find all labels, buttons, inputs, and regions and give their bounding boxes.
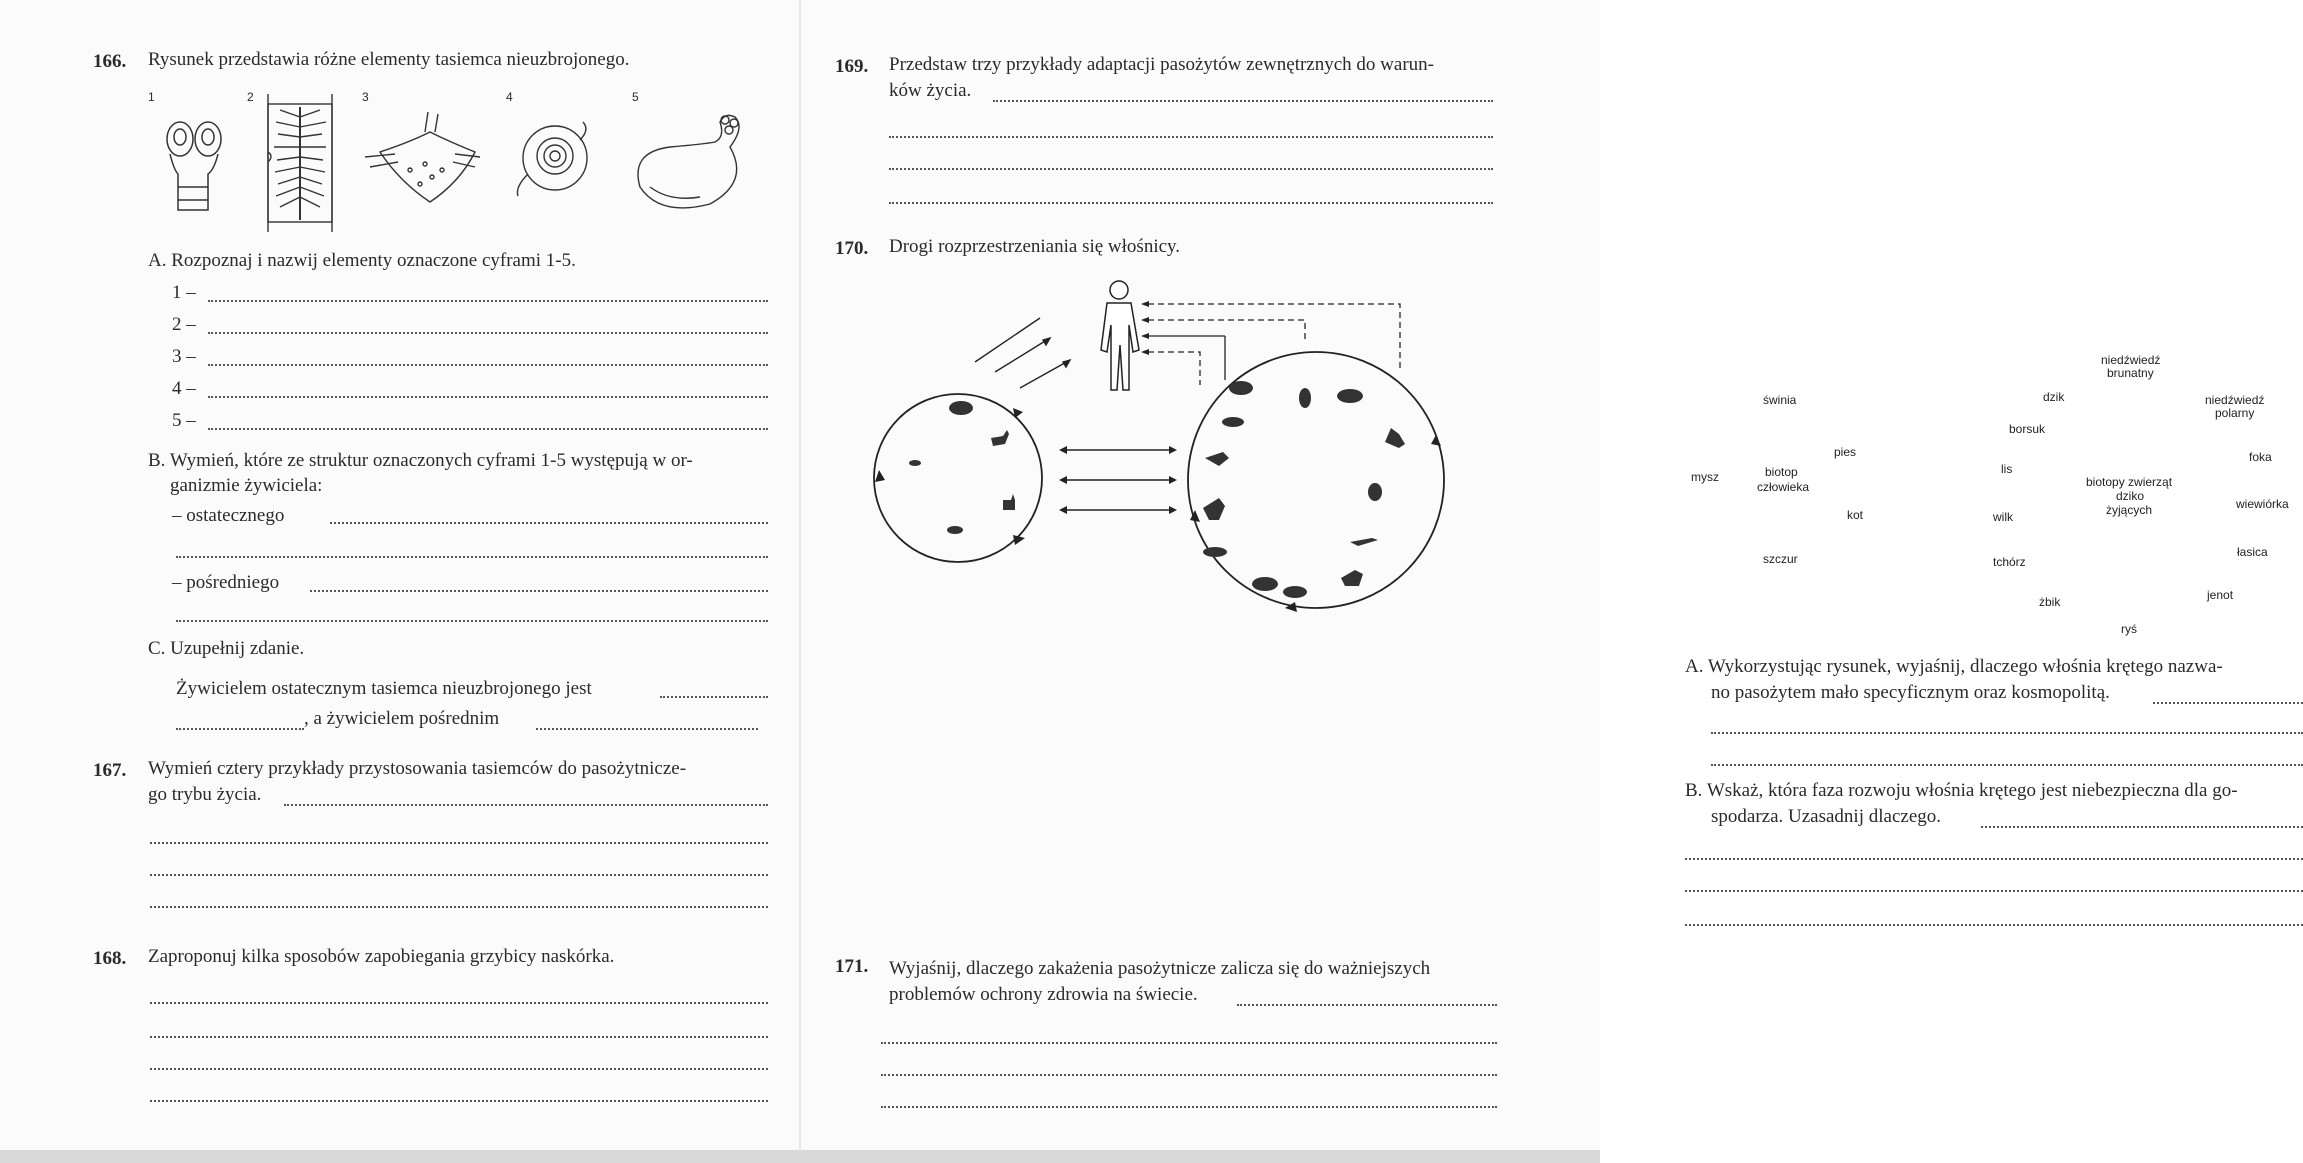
answer-line[interactable]	[2153, 702, 2303, 704]
part-c-blank-3[interactable]	[536, 728, 758, 730]
wild-to-human-arrows	[1148, 304, 1400, 385]
answer-line[interactable]	[881, 1106, 1497, 1108]
question-text: Rysunek przedstawia różne elementy tasiemca nieuzbrojonego.	[148, 49, 630, 70]
part-c-blank-1[interactable]	[660, 696, 768, 698]
label-foka: foka	[2249, 450, 2272, 464]
label-czlowieka: człowieka	[1757, 480, 1810, 494]
label-wilk: wilk	[1993, 510, 2013, 524]
question-number: 166.	[93, 51, 127, 72]
infection-arrows	[975, 318, 1070, 388]
left-page	[0, 0, 800, 1150]
question-text-line2: problemów ochrony zdrowia na świecie.	[889, 984, 1198, 1005]
label-rys: ryś	[2121, 622, 2137, 636]
label-borsuk: borsuk	[2009, 422, 2046, 436]
label-zbik: żbik	[2039, 595, 2061, 609]
part-c-sentence-1: Żywicielem ostatecznym tasiemca nieuzbrojonego jest	[176, 678, 592, 699]
label-brunatny: brunatny	[2107, 366, 2154, 380]
part-b-line1: B. Wskaż, która faza rozwoju włośnia krętego jest niebezpieczna dla go-	[1685, 780, 2238, 801]
question-number: 170.	[835, 238, 869, 259]
label-polarny: polarny	[2215, 406, 2255, 420]
answer-line[interactable]	[150, 1100, 768, 1102]
answer-line[interactable]	[881, 1042, 1497, 1044]
label-dzik: dzik	[2043, 390, 2065, 404]
wild-cycle-circle	[1188, 352, 1444, 608]
answer-line-1[interactable]	[208, 300, 768, 302]
label-kot: kot	[1847, 508, 1864, 522]
answer-line[interactable]	[284, 804, 768, 806]
answer-line-3[interactable]	[208, 364, 768, 366]
question-text-line1: Wyjaśnij, dlaczego zakażenia pasożytnicze zalicza się do ważniejszych	[889, 958, 1431, 979]
figure-label-4: 4	[506, 90, 513, 104]
label-tchorz: tchórz	[1993, 555, 2026, 569]
intermediate-host-label: – pośredniego	[172, 572, 280, 593]
bladder-worm-drawing	[638, 115, 739, 208]
scolex-drawing	[167, 122, 221, 210]
exchange-arrows	[1065, 450, 1171, 510]
answer-line-2[interactable]	[208, 332, 768, 334]
label-niedzwiedz-1: niedźwiedź	[2101, 353, 2161, 367]
answer-line[interactable]	[1685, 924, 2303, 926]
answer-line[interactable]	[150, 1002, 768, 1004]
answer-line[interactable]	[150, 874, 768, 876]
label-zyjacych: żyjących	[2106, 503, 2153, 517]
answer-line[interactable]	[889, 136, 1493, 138]
answer-label-4: 4 –	[172, 378, 196, 399]
intermediate-host-line-2[interactable]	[176, 620, 768, 622]
label-wiewiorka: wiewiórka	[2236, 497, 2289, 511]
label-jenot: jenot	[2207, 588, 2234, 602]
label-swinia: świnia	[1763, 393, 1797, 407]
trichinella-diagram	[865, 270, 1505, 640]
proglottid-drawing	[268, 94, 332, 232]
part-c-instruction: C. Uzupełnij zdanie.	[148, 638, 305, 659]
part-b-line2: spodarza. Uzasadnij dlaczego.	[1711, 806, 1942, 827]
label-biotopy-zwierzat: biotopy zwierząt	[2086, 475, 2173, 489]
question-number: 171.	[835, 956, 869, 977]
label-mysz: mysz	[1691, 470, 1719, 484]
human-figure-icon	[1101, 281, 1139, 390]
question-text: Drogi rozprzestrzeniania się włośnicy.	[889, 236, 1181, 257]
intermediate-host-line[interactable]	[310, 590, 768, 592]
answer-line[interactable]	[150, 906, 768, 908]
answer-line[interactable]	[150, 842, 768, 844]
answer-line[interactable]	[889, 202, 1493, 204]
question-text-line2: go trybu życia.	[148, 784, 262, 805]
answer-line[interactable]	[1685, 890, 2303, 892]
part-b-instruction-line2: ganizmie żywiciela:	[170, 475, 323, 496]
right-page	[801, 0, 2289, 1150]
part-c-sentence-2: , a żywicielem pośrednim	[304, 708, 500, 729]
animal-icons	[909, 381, 1405, 598]
label-dziko: dziko	[2116, 489, 2145, 503]
answer-line[interactable]	[1685, 858, 2303, 860]
label-biotop: biotop	[1765, 465, 1798, 479]
answer-line[interactable]	[150, 1068, 768, 1070]
question-number: 169.	[835, 56, 869, 77]
figure-label-3: 3	[362, 90, 369, 104]
definitive-host-line-2[interactable]	[176, 556, 768, 558]
answer-line[interactable]	[1981, 826, 2303, 828]
figure-label-5: 5	[632, 90, 639, 104]
cysticercus-drawing	[517, 122, 587, 196]
label-niedzwiedz-2: niedźwiedź	[2205, 393, 2265, 407]
question-text: Zaproponuj kilka sposobów zapobiegania grzybicy naskórka.	[148, 946, 615, 967]
answer-line-5[interactable]	[208, 428, 768, 430]
part-c-blank-2[interactable]	[176, 728, 304, 730]
answer-line[interactable]	[1711, 764, 2303, 766]
answer-line[interactable]	[889, 168, 1493, 170]
answer-line[interactable]	[881, 1074, 1497, 1076]
answer-label-1: 1 –	[172, 282, 196, 303]
question-number: 167.	[93, 760, 127, 781]
label-szczur: szczur	[1763, 552, 1798, 566]
tapeworm-figure	[150, 92, 770, 242]
answer-line[interactable]	[993, 100, 1493, 102]
label-pies: pies	[1834, 445, 1857, 459]
answer-line[interactable]	[150, 1036, 768, 1038]
definitive-host-label: – ostatecznego	[172, 505, 285, 526]
question-text-line1: Przedstaw trzy przykłady adaptacji pasożytów zewnętrznych do warun-	[889, 54, 1434, 75]
answer-line[interactable]	[1237, 1004, 1497, 1006]
part-b-instruction-line1: B. Wymień, które ze struktur oznaczonych cyframi 1-5 występują w or-	[148, 450, 693, 471]
answer-label-2: 2 –	[172, 314, 196, 335]
question-number: 168.	[93, 948, 127, 969]
part-a-instruction: A. Rozpoznaj i nazwij elementy oznaczone cyframi 1-5.	[148, 250, 576, 271]
question-text-line1: Wymień cztery przykłady przystosowania tasiemców do pasożytnicze-	[148, 758, 687, 779]
answer-label-5: 5 –	[172, 410, 196, 431]
oncosphere-drawing	[365, 112, 480, 202]
question-text-line2: ków życia.	[889, 80, 972, 101]
figure-label-1: 1	[148, 90, 155, 104]
part-a-line1: A. Wykorzystując rysunek, wyjaśnij, dlaczego włośnia krętego nazwa-	[1685, 656, 2223, 677]
definitive-host-line[interactable]	[330, 522, 768, 524]
label-lasica: łasica	[2237, 545, 2268, 559]
label-lis: lis	[2001, 462, 2013, 476]
answer-line-4[interactable]	[208, 396, 768, 398]
part-a-line2: no pasożytem mało specyficznym oraz kosmopolitą.	[1711, 682, 2110, 703]
answer-label-3: 3 –	[172, 346, 196, 367]
answer-line[interactable]	[1711, 732, 2303, 734]
figure-label-2: 2	[247, 90, 254, 104]
scan-bottom-edge	[0, 1150, 1600, 1163]
